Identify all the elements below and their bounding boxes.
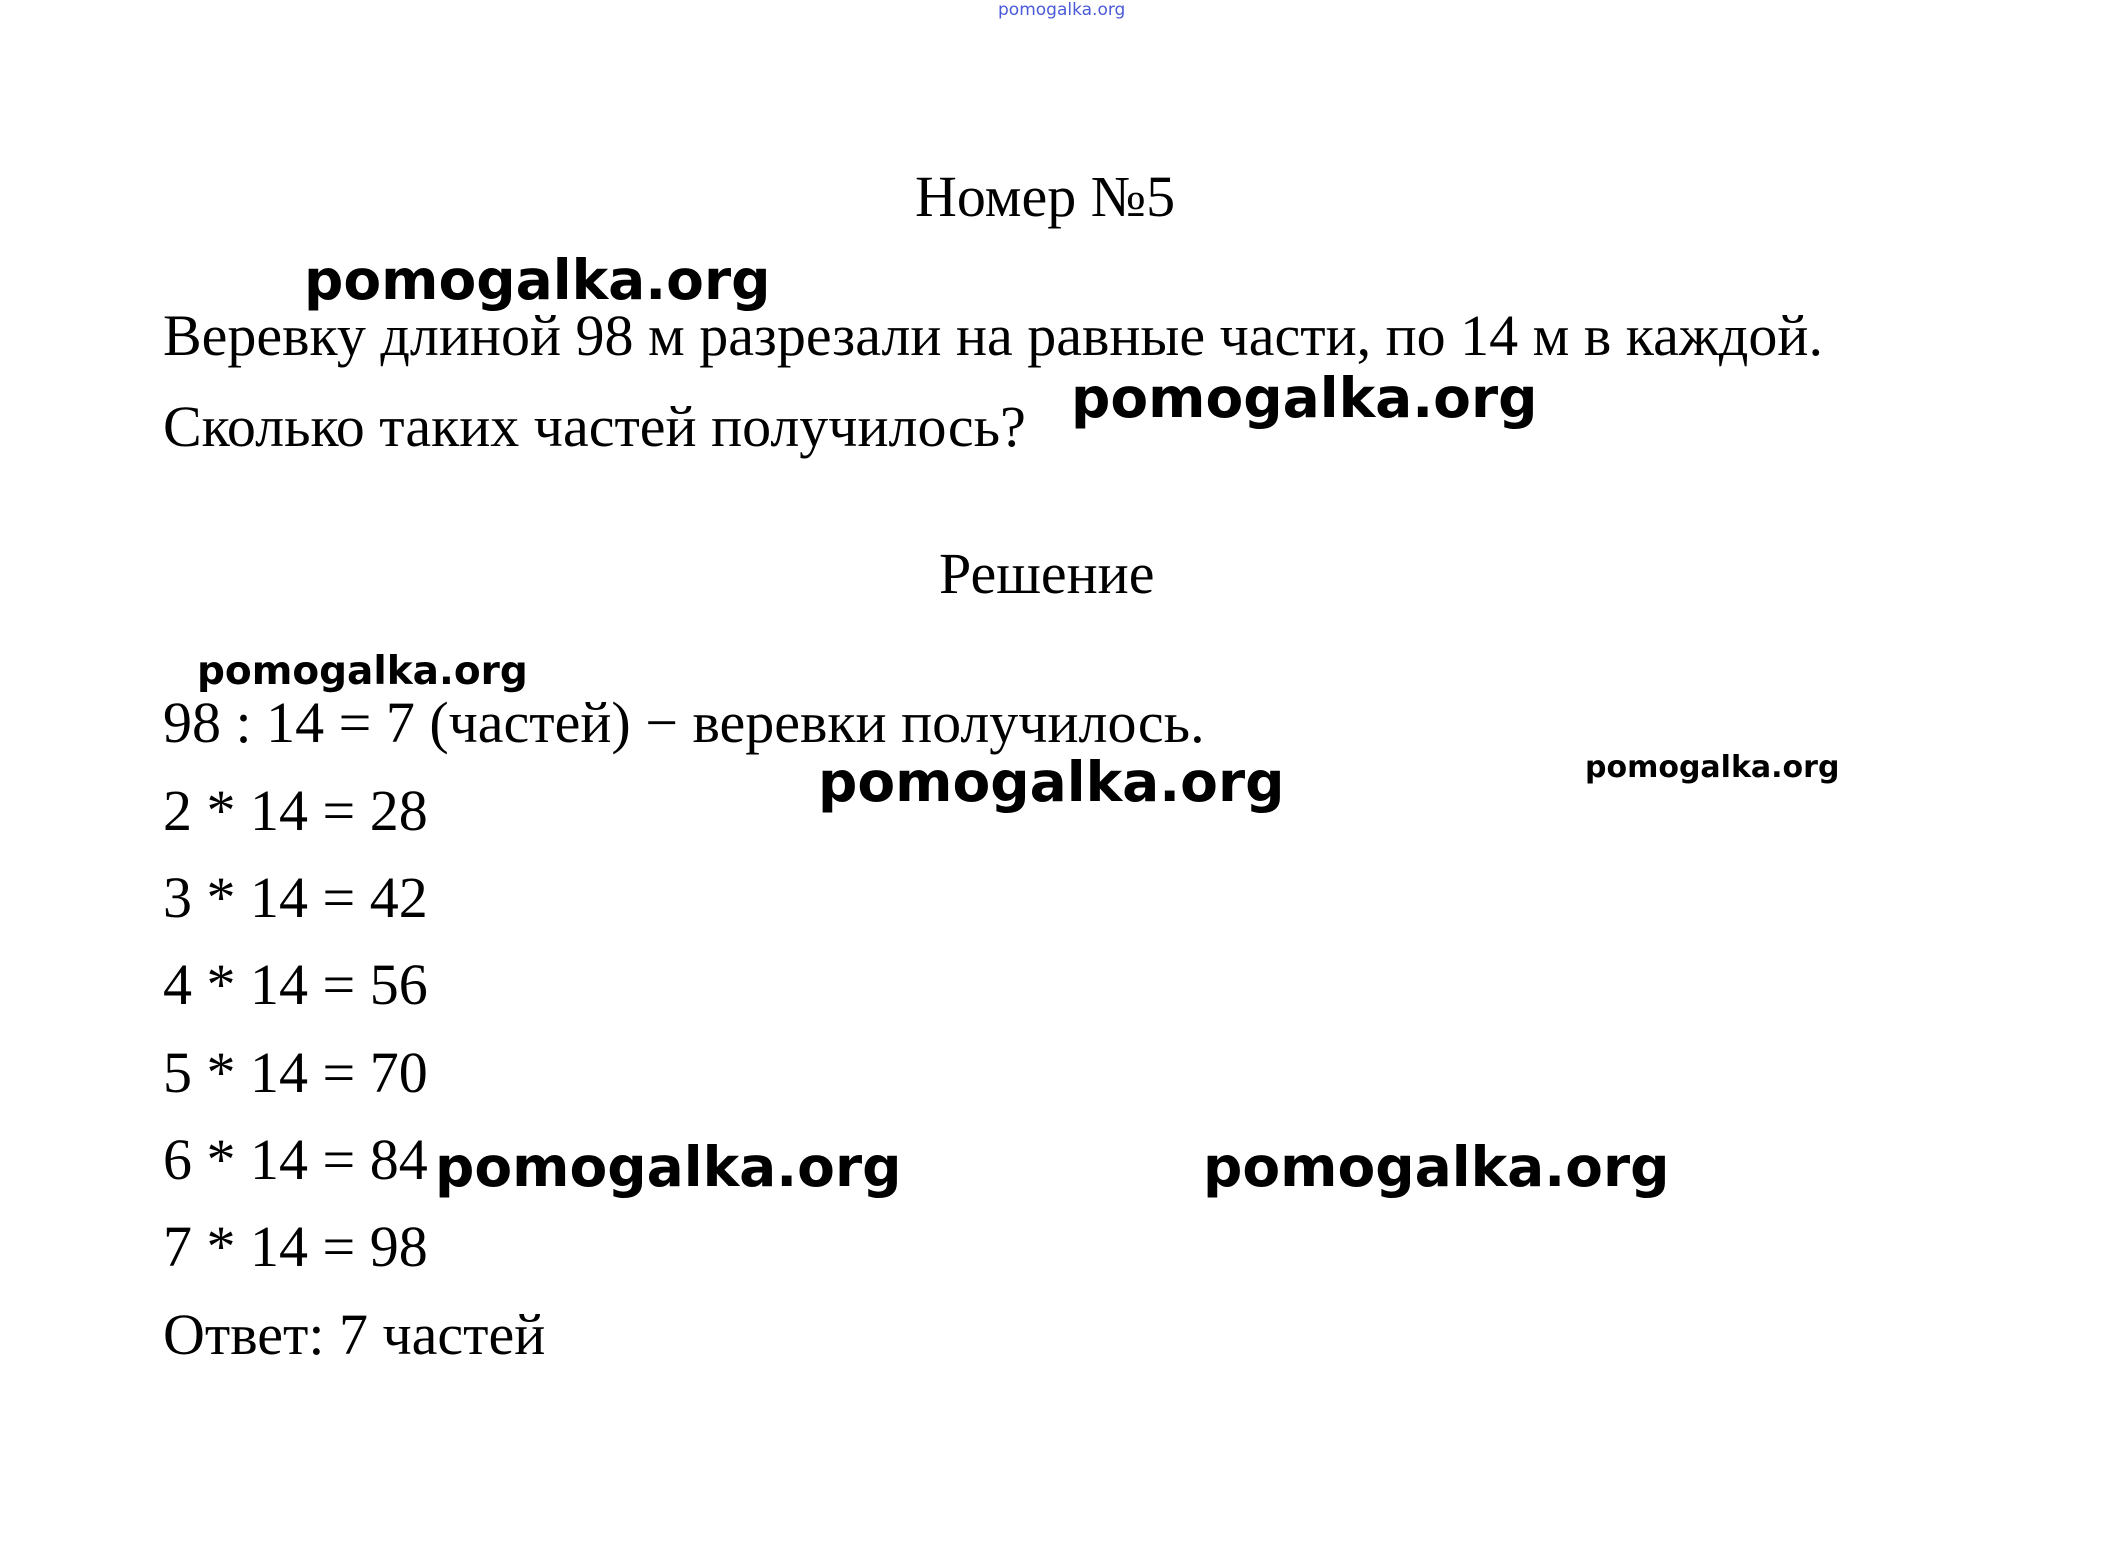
watermark: pomogalka.org	[1203, 1135, 1670, 1199]
watermark: pomogalka.org	[304, 248, 771, 312]
task-title: Номер №5	[915, 164, 1176, 229]
solution-line: 5 * 14 = 70	[163, 1040, 428, 1105]
solution-line: 6 * 14 = 84	[163, 1127, 428, 1192]
answer-line: Ответ: 7 частей	[163, 1302, 546, 1367]
watermark: pomogalka.org	[818, 750, 1285, 814]
solution-title: Решение	[939, 541, 1155, 606]
watermark: pomogalka.org	[1071, 366, 1538, 430]
watermark: pomogalka.org	[1585, 750, 1840, 785]
task-text-line-2: Сколько таких частей получилось?	[163, 394, 1026, 459]
watermark: pomogalka.org	[435, 1135, 902, 1199]
solution-line: 98 : 14 = 7 (частей) − веревки получилось.	[163, 690, 1205, 755]
solution-line: 3 * 14 = 42	[163, 865, 428, 930]
solution-line: 4 * 14 = 56	[163, 952, 428, 1017]
solution-line: 7 * 14 = 98	[163, 1214, 428, 1279]
solution-line: 2 * 14 = 28	[163, 778, 428, 843]
top-site-watermark: pomogalka.org	[998, 0, 1126, 20]
watermark: pomogalka.org	[197, 649, 528, 694]
task-text-line-1: Веревку длиной 98 м разрезали на равные части, по 14 м в каждой.	[163, 303, 1823, 368]
